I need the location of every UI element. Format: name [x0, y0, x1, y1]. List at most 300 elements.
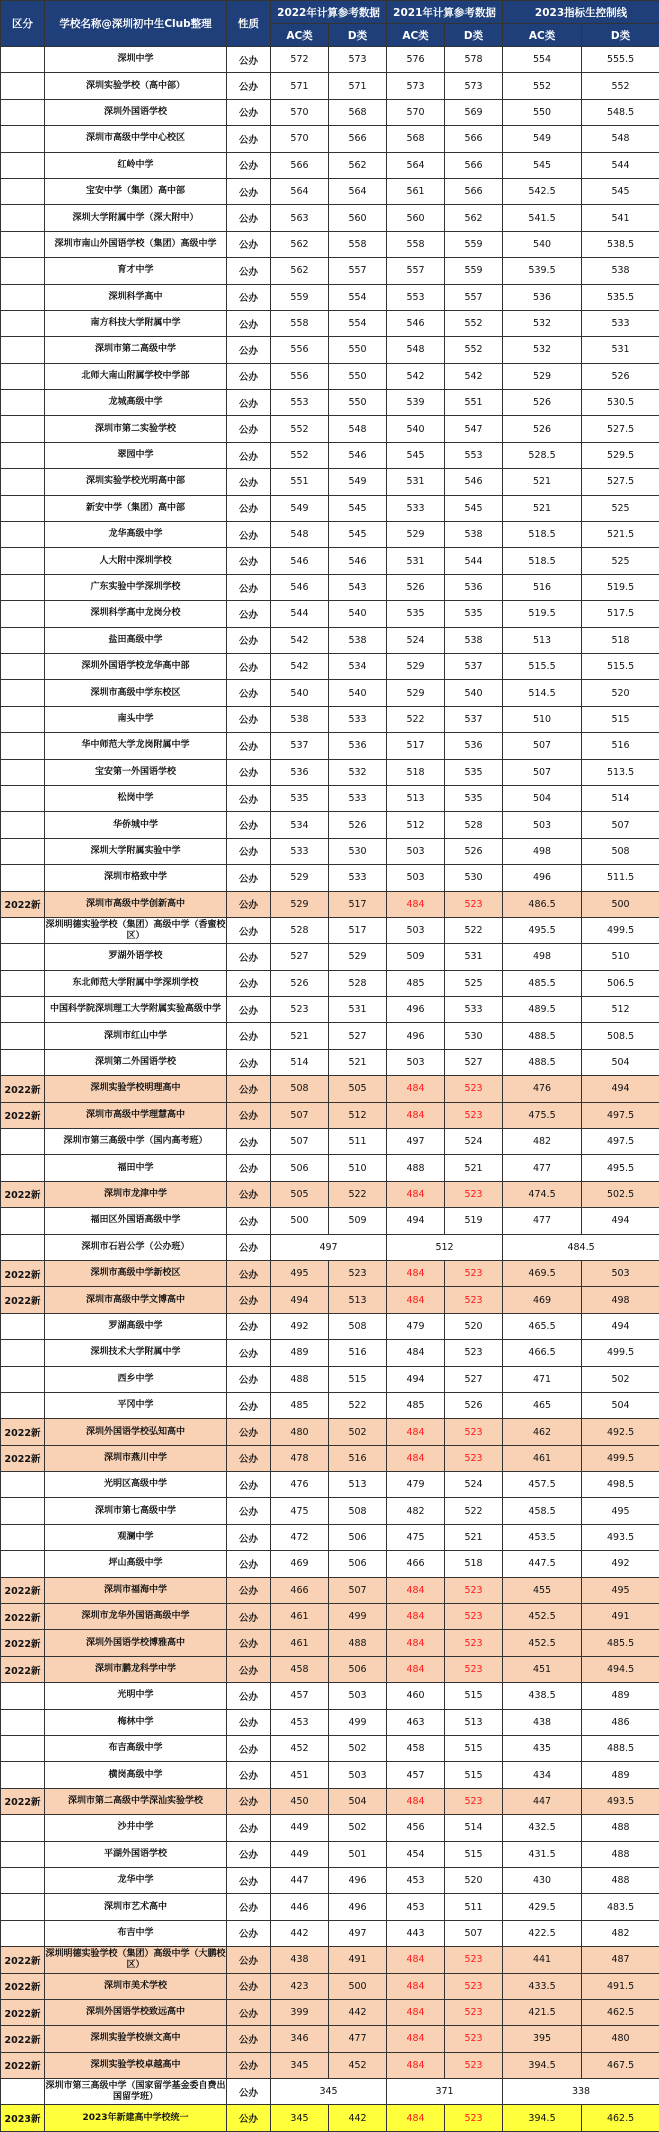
d-2021-cell: 540	[445, 680, 503, 706]
ac-2023-cell: 498	[503, 944, 582, 970]
d-2022-cell: 499	[329, 1604, 387, 1630]
nature-cell: 公办	[227, 1604, 271, 1630]
ac-2021-cell: 484	[387, 1788, 445, 1814]
ac-2021-cell: 542	[387, 363, 445, 389]
ac-2023-cell: 438.5	[503, 1683, 582, 1709]
d-2021-cell: 551	[445, 390, 503, 416]
ac-2023-cell: 495.5	[503, 917, 582, 943]
d-2021-cell: 533	[445, 997, 503, 1023]
school-name-cell: 深圳市第三高级中学（国内高考班）	[45, 1129, 227, 1155]
ac-2023-cell: 550	[503, 99, 582, 125]
d-2021-cell: 530	[445, 865, 503, 891]
school-name-cell: 深圳中学	[45, 47, 227, 73]
d-2021-cell: 566	[445, 152, 503, 178]
table-row	[1, 1129, 659, 1155]
nature-cell: 公办	[227, 1524, 271, 1550]
table-row	[1, 2105, 659, 2131]
school-name-cell: 深圳实验学校卓越高中	[45, 2052, 227, 2078]
d-2023-cell: 526	[582, 363, 659, 389]
school-name-cell: 龙华高级中学	[45, 522, 227, 548]
d-2021-cell: 524	[445, 1472, 503, 1498]
d-2023-cell: 520	[582, 680, 659, 706]
ac-2023-cell: 503	[503, 812, 582, 838]
d-2022-cell: 488	[329, 1630, 387, 1656]
district-cell	[1, 970, 45, 996]
nature-cell: 公办	[227, 1577, 271, 1603]
ac-2023-cell: 452.5	[503, 1604, 582, 1630]
school-name-cell: 翠园中学	[45, 442, 227, 468]
d-2023-cell: 541	[582, 205, 659, 231]
district-cell	[1, 258, 45, 284]
ac-2023-cell: 458.5	[503, 1498, 582, 1524]
nature-cell: 公办	[227, 601, 271, 627]
d-2021-cell: 523	[445, 1076, 503, 1102]
col-d-2021-header: D类	[445, 24, 503, 47]
d-2023-cell: 521.5	[582, 522, 659, 548]
d-2023-cell: 498	[582, 1287, 659, 1313]
ac-2021-cell: 484	[387, 1102, 445, 1128]
school-name-cell: 深圳市高级中学文博高中	[45, 1287, 227, 1313]
d-2021-cell: 523	[445, 891, 503, 917]
ac-2022-cell: 526	[271, 970, 329, 996]
ac-2022-cell: 546	[271, 574, 329, 600]
ac-2023-cell: 452.5	[503, 1630, 582, 1656]
d-2021-cell: 523	[445, 1287, 503, 1313]
district-cell	[1, 548, 45, 574]
d-2022-cell: 550	[329, 363, 387, 389]
district-cell	[1, 469, 45, 495]
ac-2022-cell: 449	[271, 1815, 329, 1841]
ac-2021-cell: 484	[387, 1260, 445, 1286]
nature-cell: 公办	[227, 1920, 271, 1946]
score-2023-merged-cell: 338	[503, 2079, 659, 2105]
school-name-cell: 深圳市福海中学	[45, 1577, 227, 1603]
table-row	[1, 258, 659, 284]
district-cell: 2022新	[1, 1181, 45, 1207]
d-2023-cell: 499.5	[582, 917, 659, 943]
table-row	[1, 126, 659, 152]
ac-2023-cell: 429.5	[503, 1894, 582, 1920]
d-2021-cell: 538	[445, 627, 503, 653]
d-2023-cell: 487	[582, 1947, 659, 1973]
d-2021-cell: 530	[445, 1023, 503, 1049]
ac-2023-cell: 488.5	[503, 1049, 582, 1075]
ac-2021-cell: 535	[387, 601, 445, 627]
district-cell	[1, 495, 45, 521]
d-2021-cell: 535	[445, 759, 503, 785]
table-row	[1, 548, 659, 574]
ac-2023-cell: 453.5	[503, 1524, 582, 1550]
d-2023-cell: 512	[582, 997, 659, 1023]
school-name-cell: 深圳外国语学校博雅高中	[45, 1630, 227, 1656]
d-2021-cell: 535	[445, 785, 503, 811]
d-2021-cell: 544	[445, 548, 503, 574]
nature-cell: 公办	[227, 416, 271, 442]
ac-2022-cell: 533	[271, 838, 329, 864]
ac-2021-cell: 494	[387, 1366, 445, 1392]
table-row	[1, 1841, 659, 1867]
ac-2022-cell: 472	[271, 1524, 329, 1550]
ac-2021-cell: 503	[387, 865, 445, 891]
nature-cell: 公办	[227, 548, 271, 574]
ac-2021-cell: 475	[387, 1524, 445, 1550]
school-name-cell: 红岭中学	[45, 152, 227, 178]
nature-cell: 公办	[227, 1287, 271, 1313]
d-2023-cell: 514	[582, 785, 659, 811]
ac-2022-cell: 478	[271, 1445, 329, 1471]
d-2023-cell: 516	[582, 733, 659, 759]
ac-2023-cell: 457.5	[503, 1472, 582, 1498]
ac-2022-cell: 546	[271, 548, 329, 574]
table-row	[1, 1208, 659, 1234]
ac-2021-cell: 484	[387, 1287, 445, 1313]
d-2022-cell: 502	[329, 1815, 387, 1841]
ac-2022-cell: 480	[271, 1419, 329, 1445]
ac-2023-cell: 430	[503, 1867, 582, 1893]
school-name-cell: 深圳第二外国语学校	[45, 1049, 227, 1075]
district-cell	[1, 1524, 45, 1550]
ac-2021-cell: 564	[387, 152, 445, 178]
score-2023-merged-cell: 484.5	[503, 1234, 659, 1260]
ac-2021-cell: 479	[387, 1313, 445, 1339]
ac-2022-cell: 552	[271, 442, 329, 468]
ac-2021-cell: 570	[387, 99, 445, 125]
nature-cell: 公办	[227, 1999, 271, 2025]
ac-2021-cell: 509	[387, 944, 445, 970]
ac-2023-cell: 395	[503, 2026, 582, 2052]
d-2022-cell: 523	[329, 1260, 387, 1286]
d-2021-cell: 523	[445, 1999, 503, 2025]
d-2022-cell: 533	[329, 785, 387, 811]
ac-2023-cell: 539.5	[503, 258, 582, 284]
ac-2023-cell: 526	[503, 390, 582, 416]
ac-2022-cell: 566	[271, 152, 329, 178]
district-cell	[1, 1762, 45, 1788]
school-name-cell: 深圳外国语学校龙华高中部	[45, 653, 227, 679]
d-2022-cell: 497	[329, 1920, 387, 1946]
ac-2022-cell: 476	[271, 1472, 329, 1498]
ac-2022-cell: 540	[271, 680, 329, 706]
d-2022-cell: 500	[329, 1973, 387, 1999]
ac-2023-cell: 422.5	[503, 1920, 582, 1946]
d-2022-cell: 503	[329, 1683, 387, 1709]
ac-2022-cell: 423	[271, 1973, 329, 1999]
d-2022-cell: 521	[329, 1049, 387, 1075]
table-row	[1, 1524, 659, 1550]
d-2021-cell: 523	[445, 1181, 503, 1207]
ac-2022-cell: 451	[271, 1762, 329, 1788]
d-2022-cell: 509	[329, 1208, 387, 1234]
ac-2022-cell: 521	[271, 1023, 329, 1049]
table-row	[1, 1445, 659, 1471]
ac-2023-cell: 518.5	[503, 522, 582, 548]
d-2021-cell: 569	[445, 99, 503, 125]
d-2022-cell: 442	[329, 2105, 387, 2131]
ac-2023-cell: 542.5	[503, 178, 582, 204]
school-name-cell: 深圳市格致中学	[45, 865, 227, 891]
table-row	[1, 495, 659, 521]
d-2023-cell: 462.5	[582, 1999, 659, 2025]
d-2022-cell: 557	[329, 258, 387, 284]
d-2022-cell: 477	[329, 2026, 387, 2052]
district-cell: 2022新	[1, 1947, 45, 1973]
ac-2023-cell: 504	[503, 785, 582, 811]
ac-2021-cell: 463	[387, 1709, 445, 1735]
ac-2022-cell: 528	[271, 917, 329, 943]
d-2021-cell: 523	[445, 1419, 503, 1445]
nature-cell: 公办	[227, 1815, 271, 1841]
ac-2021-cell: 484	[387, 1973, 445, 1999]
d-2022-cell: 526	[329, 812, 387, 838]
nature-cell: 公办	[227, 1076, 271, 1102]
district-cell	[1, 865, 45, 891]
nature-cell: 公办	[227, 1656, 271, 1682]
table-row	[1, 47, 659, 73]
d-2022-cell: 540	[329, 680, 387, 706]
d-2021-cell: 523	[445, 1947, 503, 1973]
ac-2021-cell: 484	[387, 2105, 445, 2131]
ac-2022-cell: 553	[271, 390, 329, 416]
d-2023-cell: 488.5	[582, 1736, 659, 1762]
district-cell	[1, 997, 45, 1023]
ac-2023-cell: 526	[503, 416, 582, 442]
d-2021-cell: 524	[445, 1129, 503, 1155]
d-2021-cell: 523	[445, 1656, 503, 1682]
district-cell	[1, 99, 45, 125]
ac-2021-cell: 512	[387, 812, 445, 838]
d-2022-cell: 554	[329, 284, 387, 310]
col-ac-2023-header: AC类	[503, 24, 582, 47]
nature-cell: 公办	[227, 865, 271, 891]
ac-2023-cell: 521	[503, 469, 582, 495]
district-cell	[1, 126, 45, 152]
d-2021-cell: 523	[445, 1102, 503, 1128]
d-2021-cell: 523	[445, 1340, 503, 1366]
district-cell	[1, 838, 45, 864]
d-2021-cell: 559	[445, 231, 503, 257]
ac-2022-cell: 514	[271, 1049, 329, 1075]
d-2023-cell: 492.5	[582, 1419, 659, 1445]
ac-2023-cell: 438	[503, 1709, 582, 1735]
d-2021-cell: 519	[445, 1208, 503, 1234]
d-2022-cell: 533	[329, 865, 387, 891]
d-2022-cell: 545	[329, 495, 387, 521]
district-cell	[1, 759, 45, 785]
school-name-cell: 深圳市高级中学中心校区	[45, 126, 227, 152]
nature-cell: 公办	[227, 2026, 271, 2052]
school-name-cell: 福田中学	[45, 1155, 227, 1181]
school-name-cell: 横岗高级中学	[45, 1762, 227, 1788]
d-2023-cell: 535.5	[582, 284, 659, 310]
school-name-cell: 华侨城中学	[45, 812, 227, 838]
d-2021-cell: 523	[445, 1788, 503, 1814]
nature-cell: 公办	[227, 495, 271, 521]
d-2023-cell: 548	[582, 126, 659, 152]
table-row	[1, 627, 659, 653]
district-cell: 2022新	[1, 1656, 45, 1682]
ac-2021-cell: 573	[387, 73, 445, 99]
table-row	[1, 1181, 659, 1207]
school-name-cell: 龙城高级中学	[45, 390, 227, 416]
d-2023-cell: 525	[582, 495, 659, 521]
table-row	[1, 1366, 659, 1392]
d-2022-cell: 502	[329, 1736, 387, 1762]
school-name-cell: 宝安中学（集团）高中部	[45, 178, 227, 204]
ac-2022-cell: 469	[271, 1551, 329, 1577]
ac-2022-cell: 345	[271, 2052, 329, 2078]
d-2021-cell: 559	[445, 258, 503, 284]
table-row	[1, 1973, 659, 1999]
school-name-cell: 福田区外国语高级中学	[45, 1208, 227, 1234]
d-2022-cell: 566	[329, 126, 387, 152]
d-2023-cell: 489	[582, 1683, 659, 1709]
ac-2022-cell: 535	[271, 785, 329, 811]
district-cell: 2022新	[1, 1604, 45, 1630]
table-row	[1, 231, 659, 257]
ac-2022-cell: 488	[271, 1366, 329, 1392]
table-row	[1, 1947, 659, 1973]
ac-2023-cell: 477	[503, 1155, 582, 1181]
table-row	[1, 1815, 659, 1841]
table-row	[1, 469, 659, 495]
district-cell: 2023新	[1, 2105, 45, 2131]
table-row	[1, 1920, 659, 1946]
ac-2022-cell: 500	[271, 1208, 329, 1234]
school-name-cell: 人大附中深圳学校	[45, 548, 227, 574]
ac-2022-cell: 457	[271, 1683, 329, 1709]
d-2021-cell: 513	[445, 1709, 503, 1735]
district-cell	[1, 47, 45, 73]
ac-2021-cell: 484	[387, 1181, 445, 1207]
table-row	[1, 1709, 659, 1735]
d-2021-cell: 526	[445, 1392, 503, 1418]
nature-cell: 公办	[227, 1392, 271, 1418]
d-2023-cell: 467.5	[582, 2052, 659, 2078]
nature-cell: 公办	[227, 258, 271, 284]
ac-2022-cell: 461	[271, 1604, 329, 1630]
table-row	[1, 733, 659, 759]
d-2023-cell: 495	[582, 1498, 659, 1524]
ac-2022-cell: 542	[271, 653, 329, 679]
nature-cell: 公办	[227, 1129, 271, 1155]
d-2023-cell: 494	[582, 1076, 659, 1102]
d-2023-cell: 500	[582, 891, 659, 917]
ac-2023-cell: 507	[503, 733, 582, 759]
ac-2021-cell: 545	[387, 442, 445, 468]
ac-2023-cell: 532	[503, 310, 582, 336]
d-2023-cell: 531	[582, 337, 659, 363]
ac-2021-cell: 443	[387, 1920, 445, 1946]
district-cell	[1, 1736, 45, 1762]
d-2023-cell: 493.5	[582, 1524, 659, 1550]
school-name-cell: 深圳市第三高级中学（国家留学基金委自费出国留学班）	[45, 2079, 227, 2105]
d-2021-cell: 523	[445, 2105, 503, 2131]
d-2021-cell: 514	[445, 1815, 503, 1841]
ac-2022-cell: 442	[271, 1920, 329, 1946]
table-row	[1, 99, 659, 125]
nature-cell: 公办	[227, 838, 271, 864]
district-cell	[1, 1683, 45, 1709]
school-name-cell: 深圳实验学校光明高中部	[45, 469, 227, 495]
d-2021-cell: 523	[445, 1630, 503, 1656]
ac-2023-cell: 433.5	[503, 1973, 582, 1999]
district-cell: 2022新	[1, 2026, 45, 2052]
district-cell	[1, 310, 45, 336]
nature-cell: 公办	[227, 47, 271, 73]
school-name-cell: 育才中学	[45, 258, 227, 284]
ac-2022-cell: 556	[271, 337, 329, 363]
district-cell	[1, 680, 45, 706]
school-name-cell: 深圳市高级中学东校区	[45, 680, 227, 706]
ac-2023-cell: 507	[503, 759, 582, 785]
nature-cell: 公办	[227, 522, 271, 548]
d-2021-cell: 523	[445, 2026, 503, 2052]
ac-2023-cell: 455	[503, 1577, 582, 1603]
ac-2023-cell: 528.5	[503, 442, 582, 468]
nature-cell: 公办	[227, 310, 271, 336]
school-name-cell: 光明中学	[45, 1683, 227, 1709]
d-2023-cell: 491	[582, 1604, 659, 1630]
d-2021-cell: 542	[445, 363, 503, 389]
ac-2021-cell: 548	[387, 337, 445, 363]
col-nature-header: 性质	[227, 1, 271, 47]
table-row	[1, 812, 659, 838]
d-2022-cell: 558	[329, 231, 387, 257]
ac-2023-cell: 469.5	[503, 1260, 582, 1286]
ac-2023-cell: 474.5	[503, 1181, 582, 1207]
d-2021-cell: 522	[445, 1498, 503, 1524]
school-name-cell: 深圳市红山中学	[45, 1023, 227, 1049]
d-2022-cell: 452	[329, 2052, 387, 2078]
d-2022-cell: 522	[329, 1392, 387, 1418]
ac-2022-cell: 475	[271, 1498, 329, 1524]
nature-cell: 公办	[227, 1472, 271, 1498]
ac-2021-cell: 529	[387, 680, 445, 706]
d-2023-cell: 486	[582, 1709, 659, 1735]
district-cell	[1, 1049, 45, 1075]
table-row	[1, 1604, 659, 1630]
d-2022-cell: 531	[329, 997, 387, 1023]
ac-2021-cell: 453	[387, 1894, 445, 1920]
table-row	[1, 363, 659, 389]
ac-2021-cell: 561	[387, 178, 445, 204]
ac-2021-cell: 553	[387, 284, 445, 310]
nature-cell: 公办	[227, 1208, 271, 1234]
district-cell	[1, 1472, 45, 1498]
table-row	[1, 680, 659, 706]
d-2022-cell: 502	[329, 1419, 387, 1445]
ac-2021-cell: 496	[387, 997, 445, 1023]
d-2023-cell: 482	[582, 1920, 659, 1946]
ac-2022-cell: 447	[271, 1867, 329, 1893]
nature-cell: 公办	[227, 680, 271, 706]
table-row	[1, 442, 659, 468]
d-2022-cell: 549	[329, 469, 387, 495]
d-2023-cell: 510	[582, 944, 659, 970]
nature-cell: 公办	[227, 231, 271, 257]
ac-2021-cell: 522	[387, 706, 445, 732]
d-2021-cell: 523	[445, 2052, 503, 2078]
table-row	[1, 178, 659, 204]
ac-2021-cell: 457	[387, 1762, 445, 1788]
d-2023-cell: 515	[582, 706, 659, 732]
col-ac-2022-header: AC类	[271, 24, 329, 47]
d-2021-cell: 552	[445, 310, 503, 336]
d-2022-cell: 506	[329, 1656, 387, 1682]
nature-cell: 公办	[227, 997, 271, 1023]
ac-2022-cell: 564	[271, 178, 329, 204]
d-2022-cell: 528	[329, 970, 387, 996]
